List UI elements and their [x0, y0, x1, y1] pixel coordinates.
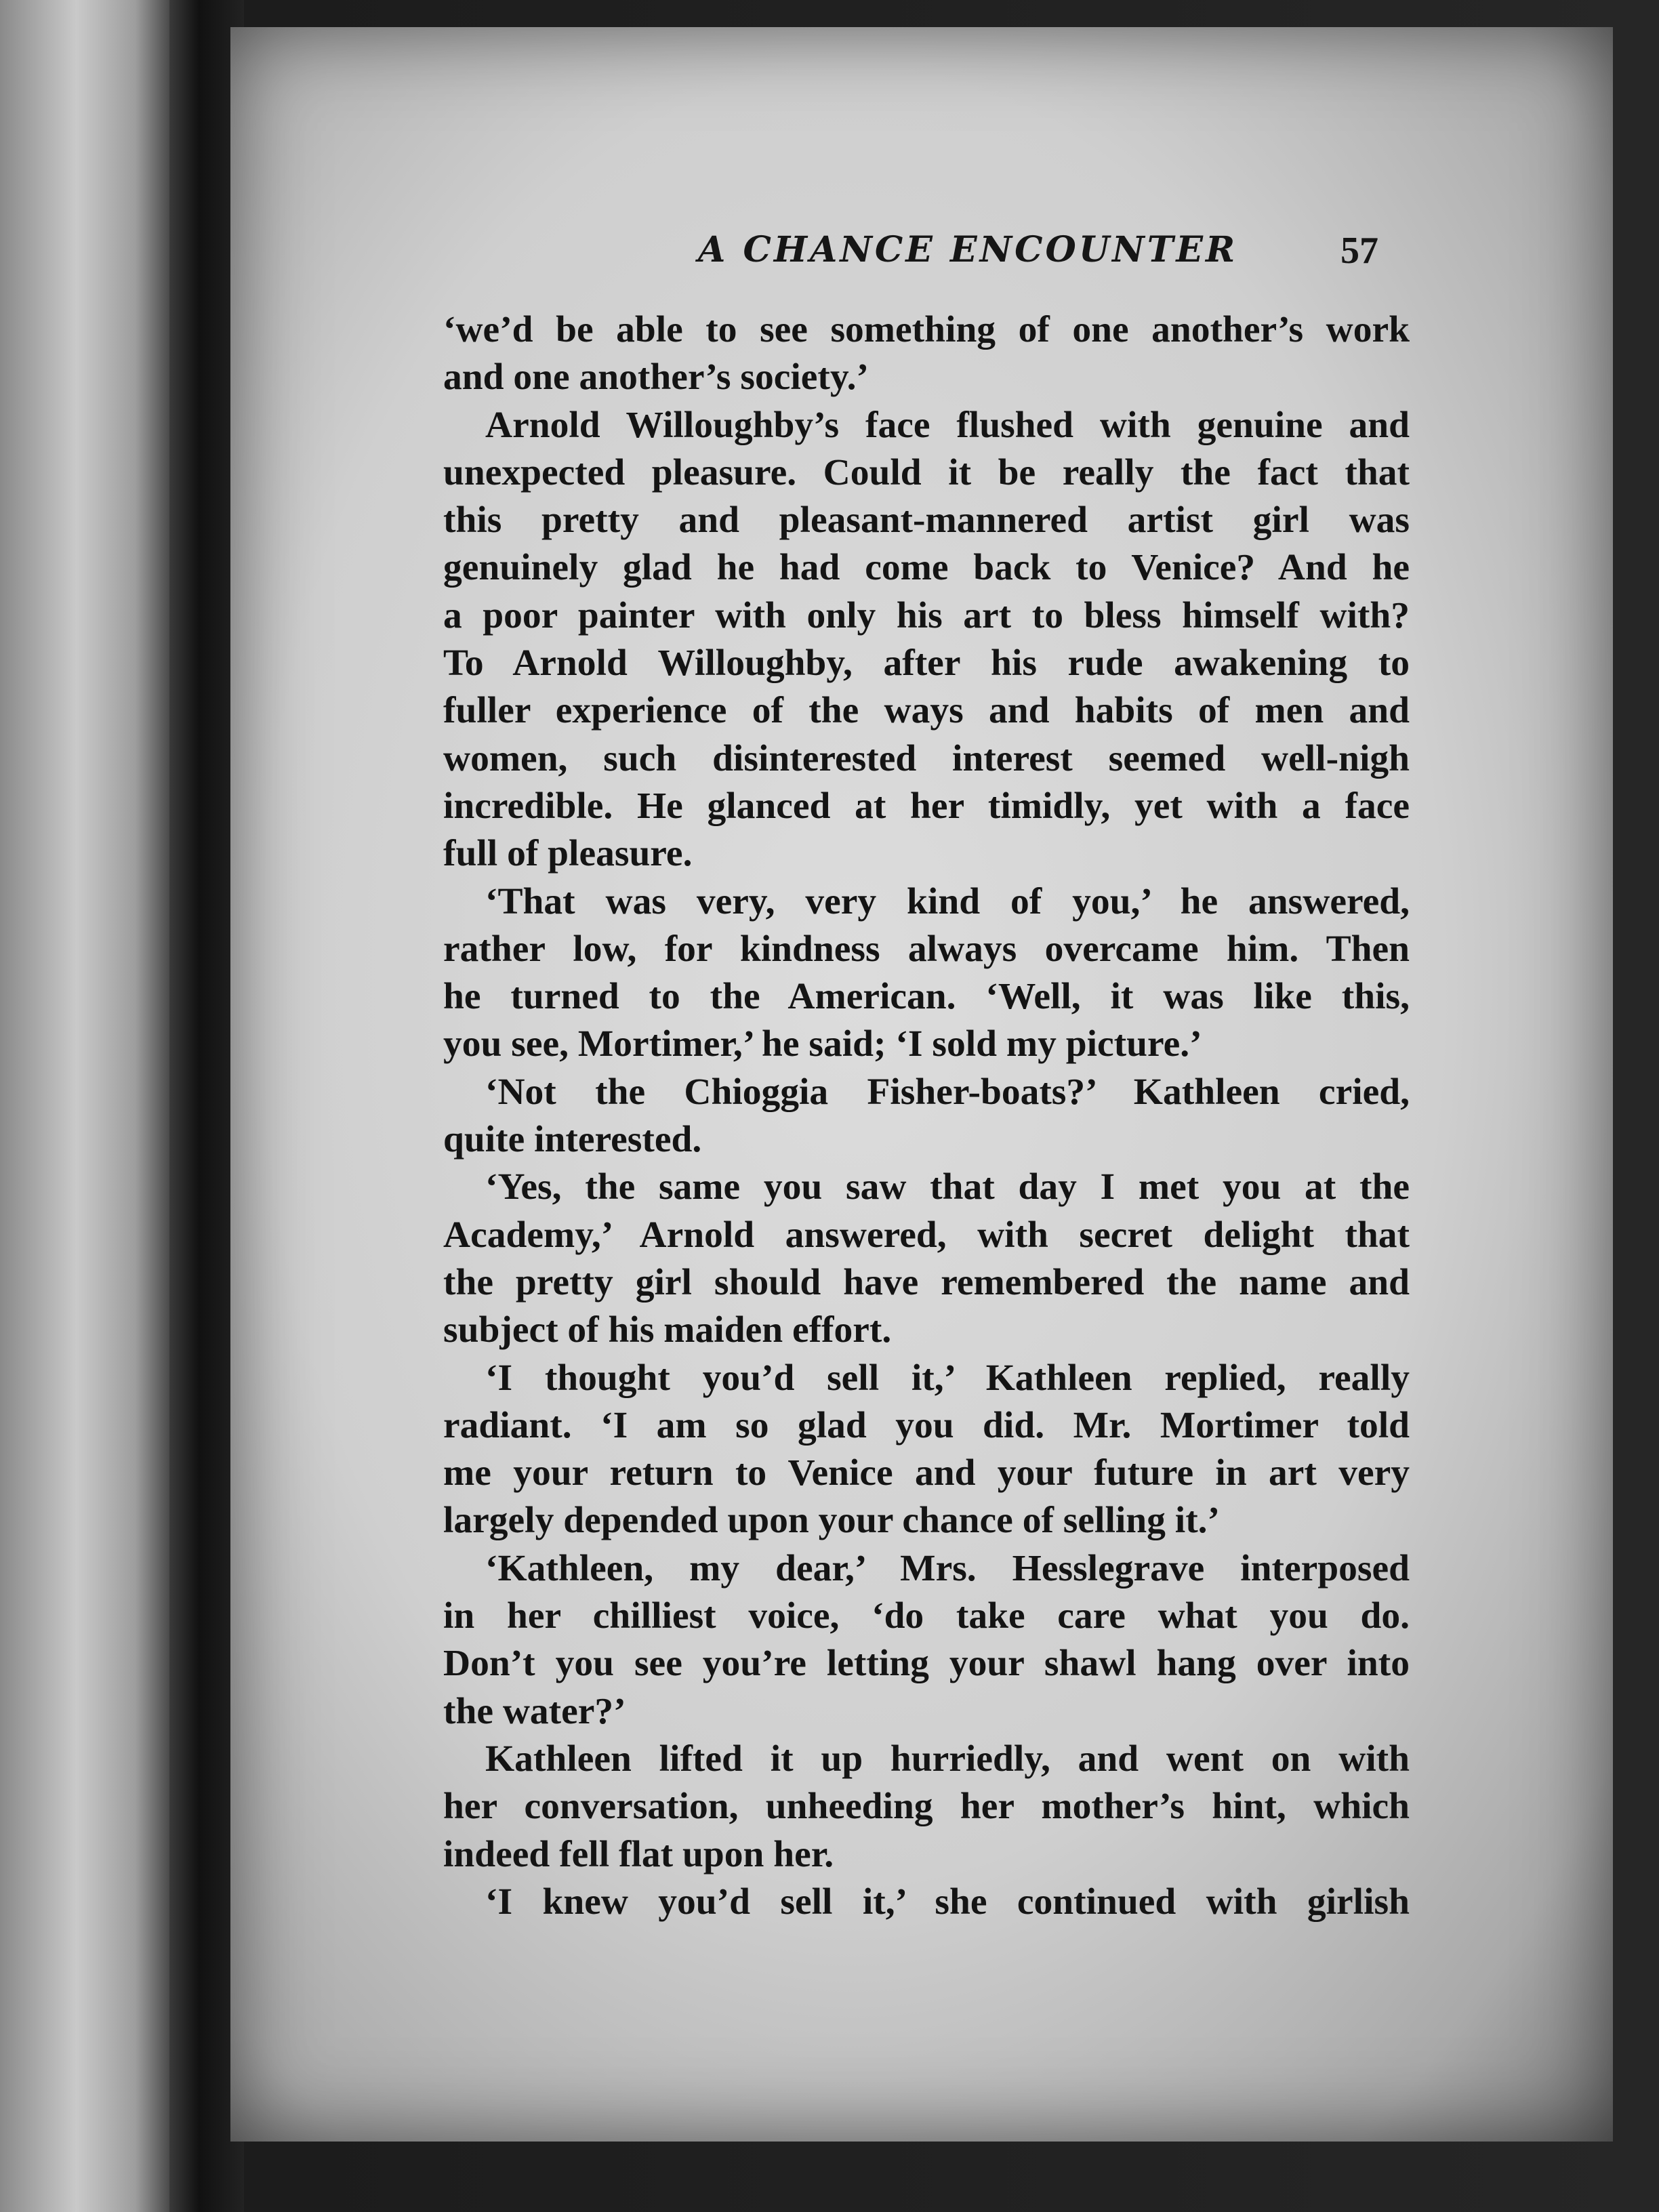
text-line: me your return to Venice and your future in art very [443, 1452, 1410, 1494]
text-line: genuinely glad he had come back to Venice? And he [443, 547, 1410, 589]
text-line: and one another’s society.’ [443, 356, 869, 398]
page-text [443, 306, 1410, 1926]
text-line: indeed fell flat upon her. [443, 1833, 834, 1875]
text-line: ‘Yes, the same you saw that day I met you at the [485, 1166, 1410, 1208]
page-number: 57 [1340, 230, 1378, 272]
text-line: the pretty girl should have remembered the name and [443, 1261, 1410, 1303]
text-line: largely depended upon your chance of selling it.’ [443, 1500, 1221, 1542]
text-line: radiant. ‘I am so glad you did. Mr. Mortimer told [443, 1404, 1410, 1446]
text-line: this pretty and pleasant-mannered artist girl was [443, 499, 1410, 541]
text-line: Arnold Willoughby’s face flushed with genuine and [485, 404, 1410, 446]
text-line: ‘I knew you’d sell it,’ she continued with girlish [485, 1881, 1410, 1923]
text-line: you see, Mortimer,’ he said; ‘I sold my picture.’ [443, 1023, 1202, 1065]
text-line: incredible. He glanced at her timidly, yet with a face [443, 785, 1410, 827]
text-line: full of pleasure. [443, 833, 693, 875]
text-line: ‘we’d be able to see something of one another’s work [443, 309, 1410, 350]
text-line: quite interested. [443, 1119, 702, 1161]
text-line: the water?’ [443, 1690, 626, 1732]
text-line: a poor painter with only his art to bless himself with? [443, 594, 1410, 636]
text-line: subject of his maiden effort. [443, 1309, 892, 1351]
text-line: her conversation, unheeding her mother’s hint, which [443, 1786, 1410, 1828]
text-line: Kathleen lifted it up hurriedly, and went on with [485, 1738, 1410, 1780]
text-line: rather low, for kindness always overcame him. Then [443, 928, 1410, 970]
text-line: ‘Not the Chioggia Fisher-boats?’ Kathleen cried, [485, 1071, 1410, 1113]
text-line: he turned to the American. ‘Well, it was like this, [443, 976, 1410, 1018]
text-line: To Arnold Willoughby, after his rude awakening to [443, 642, 1410, 684]
text-line: Don’t you see you’re letting your shawl hang over into [443, 1643, 1410, 1685]
text-line: ‘Kathleen, my dear,’ Mrs. Hesslegrave interposed [485, 1547, 1410, 1589]
text-line: women, such disinterested interest seemed well-nigh [443, 737, 1410, 779]
text-line: in her chilliest voice, ‘do take care what you do. [443, 1595, 1410, 1637]
text-line: Academy,’ Arnold answered, with secret delight that [443, 1214, 1410, 1256]
running-title: A CHANCE ENCOUNTER [698, 229, 1238, 270]
text-line: fuller experience of the ways and habits of men and [443, 690, 1410, 732]
facing-page-edge [0, 0, 169, 2212]
text-line: ‘I thought you’d sell it,’ Kathleen replied, really [485, 1357, 1410, 1399]
text-line: ‘That was very, very kind of you,’ he answered, [485, 880, 1410, 922]
text-line: unexpected pleasure. Could it be really the fact that [443, 451, 1410, 493]
